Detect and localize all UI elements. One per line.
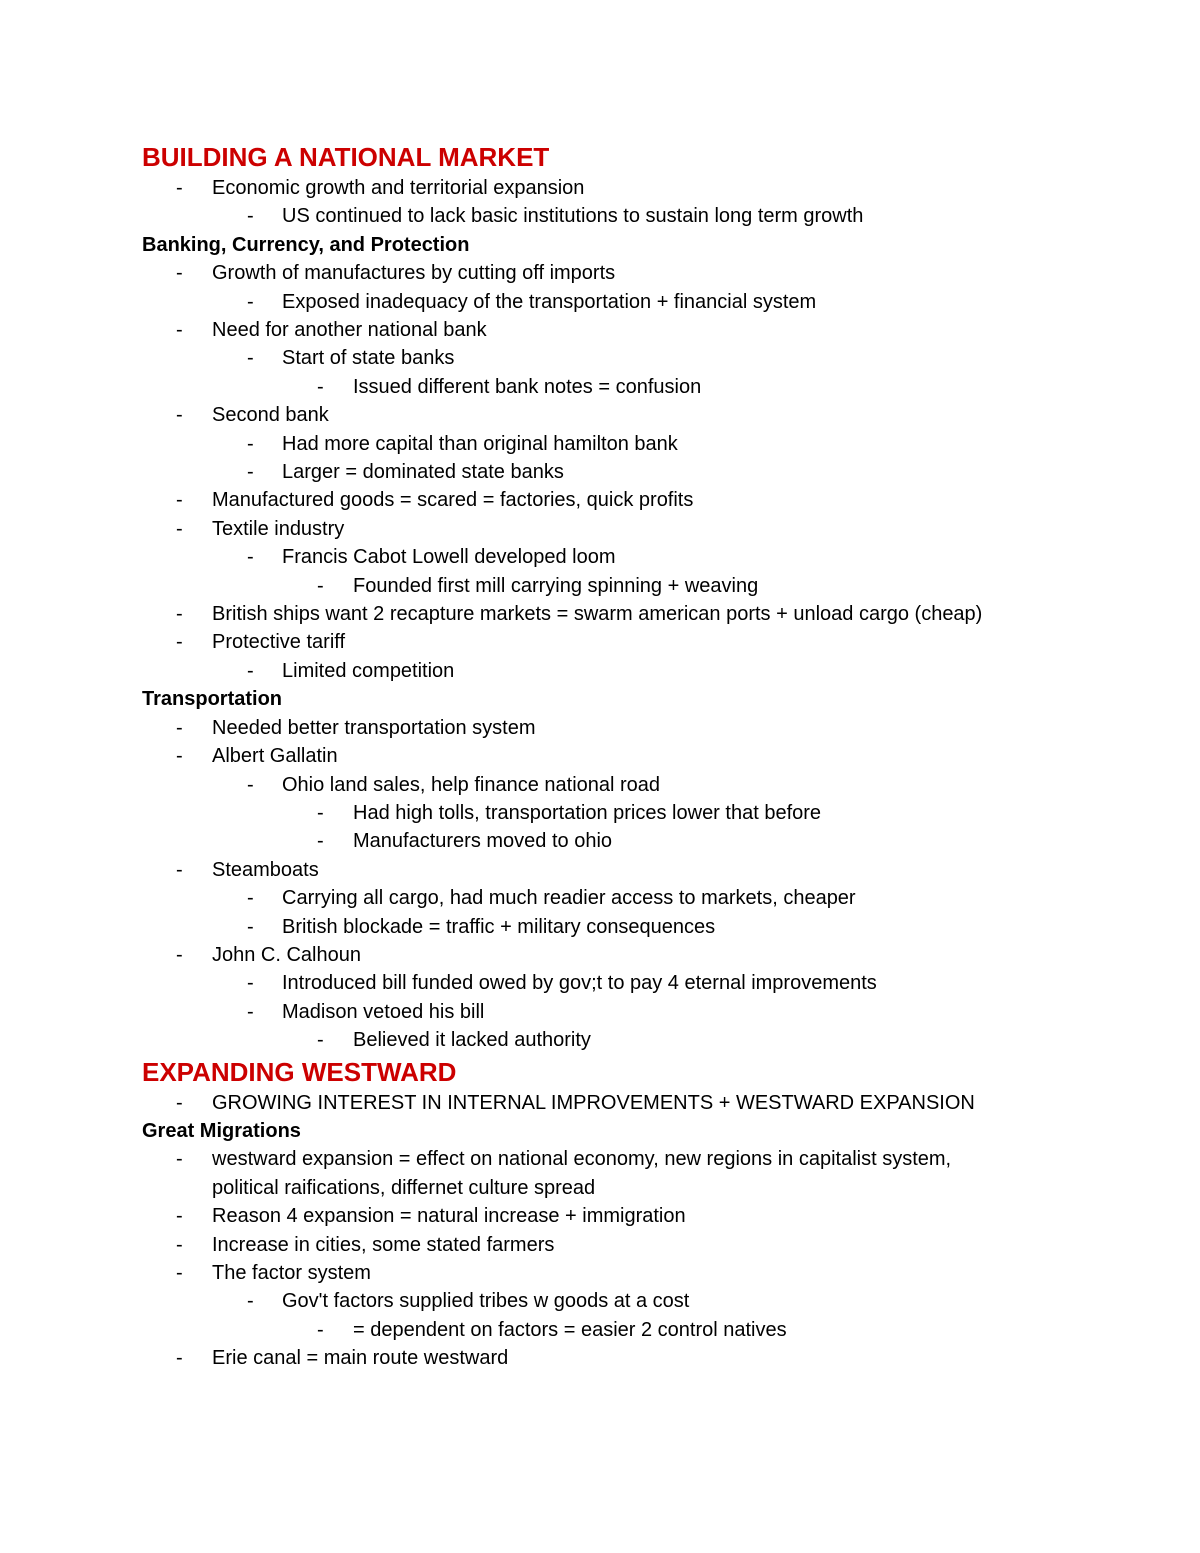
bullet-text: Believed it lacked authority [353,1029,591,1052]
bullet-text: Erie canal = main route westward [212,1347,509,1370]
bullet-item-level-1 [142,1145,1012,1202]
bullet-text: Madison vetoed his bill [282,1000,485,1023]
bullet-dash: - [176,1205,183,1228]
bullet-text: = dependent on factors = easier 2 control natives [353,1318,787,1341]
bullet-dash: - [317,574,324,597]
bullet-item-level-1 [142,1344,1142,1372]
bullet-dash: - [247,1290,254,1313]
bullet-item-level-3 [142,1316,1142,1344]
bullet-dash: - [247,972,254,995]
bullet-text: Had more capital than original hamilton bank [282,432,678,455]
bullet-text: British blockade = traffic + military consequences [282,915,716,938]
bullet-dash: - [247,659,254,682]
bullet-dash: - [176,858,183,881]
bullet-text: Exposed inadequacy of the transportation + financial system [282,290,817,313]
subsection-heading: Banking, Currency, and Protection [142,233,470,256]
bullet-text: John C. Calhoun [212,943,361,966]
bullet-text: Manufactured goods = scared = factories, quick profits [212,489,694,512]
bullet-text: Need for another national bank [212,319,487,342]
bullet-text: Increase in cities, some stated farmers [212,1233,555,1256]
subsection-heading: Transportation [142,688,283,711]
bullet-text: Issued different bank notes = confusion [353,375,702,398]
bullet-item-level-1 [142,1231,1142,1259]
bullet-dash: - [176,716,183,739]
bullet-item-level-3 [142,373,1142,401]
bullet-dash: - [176,745,183,768]
bullet-dash: - [247,546,254,569]
section-heading: BUILDING A NATIONAL MARKET [142,142,550,172]
bullet-dash: - [176,1148,183,1171]
bullet-item-level-2 [142,202,1142,230]
bullet-item-level-1 [142,259,1142,287]
bullet-dash: - [176,1347,183,1370]
bullet-text: Limited competition [282,659,455,682]
bullet-dash: - [317,375,324,398]
bullet-text: westward expansion = effect on national economy, new regions in capitalist system, political raifications, differnet culture spread [212,1148,952,1199]
bullet-dash: - [247,915,254,938]
bullet-text: Reason 4 expansion = natural increase + immigration [212,1205,686,1228]
bullet-dash: - [176,943,183,966]
bullet-text: GROWING INTEREST IN INTERNAL IMPROVEMENTS + WESTWARD EXPANSION [212,1091,975,1114]
bullet-text: Carrying all cargo, had much readier access to markets, cheaper [282,887,856,910]
bullet-text: Francis Cabot Lowell developed loom [282,546,616,569]
bullet-item-level-2 [142,913,1142,941]
bullet-dash: - [176,631,183,654]
bullet-dash: - [176,319,183,342]
bullet-item-level-2 [142,1287,1142,1315]
bullet-item-level-2 [142,884,1142,912]
bullet-dash: - [176,603,183,626]
bullet-dash: - [176,177,183,199]
bullet-dash: - [247,347,254,370]
bullet-dash: - [247,432,254,455]
bullet-item-level-2 [142,657,1142,685]
bullet-item-level-3 [142,1026,1142,1054]
bullet-dash: - [247,461,254,484]
bullet-item-level-1 [142,486,1142,514]
bullet-item-level-1 [142,941,1142,969]
bullet-text: Second bank [212,404,329,427]
bullet-item-level-1 [142,316,1142,344]
bullet-text: Founded first mill carrying spinning + weaving [353,574,759,597]
bullet-item-level-1 [142,600,1012,628]
bullet-item-level-1 [142,856,1142,884]
bullet-dash: - [247,1000,254,1023]
bullet-item-level-2 [142,543,1142,571]
bullet-item-level-1 [142,401,1142,429]
bullet-dash: - [317,801,324,824]
bullet-text: Gov't factors supplied tribes w goods at a cost [282,1290,690,1313]
bullet-text: The factor system [212,1261,371,1284]
bullet-text: Ohio land sales, help finance national road [282,773,661,796]
bullet-dash: - [317,1029,324,1052]
bullet-text: Needed better transportation system [212,716,536,739]
bullet-dash: - [247,290,254,313]
bullet-dash: - [247,887,254,910]
bullet-dash: - [247,205,254,228]
bullet-item-level-2 [142,458,1142,486]
bullet-text: Had high tolls, transportation prices lower that before [353,801,822,824]
bullet-text: Protective tariff [212,631,346,654]
bullet-text: Growth of manufactures by cutting off imports [212,262,616,285]
bullet-text: Start of state banks [282,347,455,370]
bullet-dash: - [176,1261,183,1284]
bullet-item-level-1 [142,1259,1142,1287]
bullet-item-level-2 [142,969,1142,997]
bullet-item-level-2 [142,288,1142,316]
bullet-text: Textile industry [212,517,345,540]
bullet-item-level-2 [142,430,1142,458]
bullet-text: British ships want 2 recapture markets = swarm american ports + unload cargo (cheap) [212,603,983,626]
bullet-dash: - [176,262,183,285]
bullet-item-level-1 [142,742,1142,770]
bullet-text: Manufacturers moved to ohio [353,830,613,853]
bullet-item-level-1 [142,174,1142,202]
document-page [142,140,1142,1373]
bullet-item-level-2 [142,344,1142,372]
bullet-dash: - [176,1091,183,1114]
bullet-dash: - [176,489,183,512]
bullet-text: Steamboats [212,858,319,881]
bullet-text: Larger = dominated state banks [282,461,564,484]
bullet-text: Economic growth and territorial expansion [212,177,585,199]
bullet-item-level-1 [142,515,1142,543]
bullet-dash: - [247,773,254,796]
bullet-dash: - [176,404,183,427]
bullet-item-level-1 [142,628,1142,656]
section-heading: EXPANDING WESTWARD [142,1056,457,1087]
bullet-dash: - [176,517,183,540]
bullet-dash: - [317,830,324,853]
bullet-item-level-2 [142,771,1142,799]
bullet-item-level-1 [142,1202,1142,1230]
bullet-item-level-1 [142,1089,1142,1117]
bullet-text: Introduced bill funded owed by gov;t to pay 4 eternal improvements [282,972,877,995]
bullet-item-level-3 [142,799,1142,827]
bullet-item-level-2 [142,998,1142,1026]
bullet-text: Albert Gallatin [212,745,338,768]
bullet-dash: - [317,1318,324,1341]
bullet-dash: - [176,1233,183,1256]
bullet-text: US continued to lack basic institutions to sustain long term growth [282,205,864,228]
bullet-item-level-3 [142,827,1142,855]
bullet-item-level-3 [142,572,1142,600]
subsection-heading: Great Migrations [142,1119,301,1142]
bullet-item-level-1 [142,714,1142,742]
